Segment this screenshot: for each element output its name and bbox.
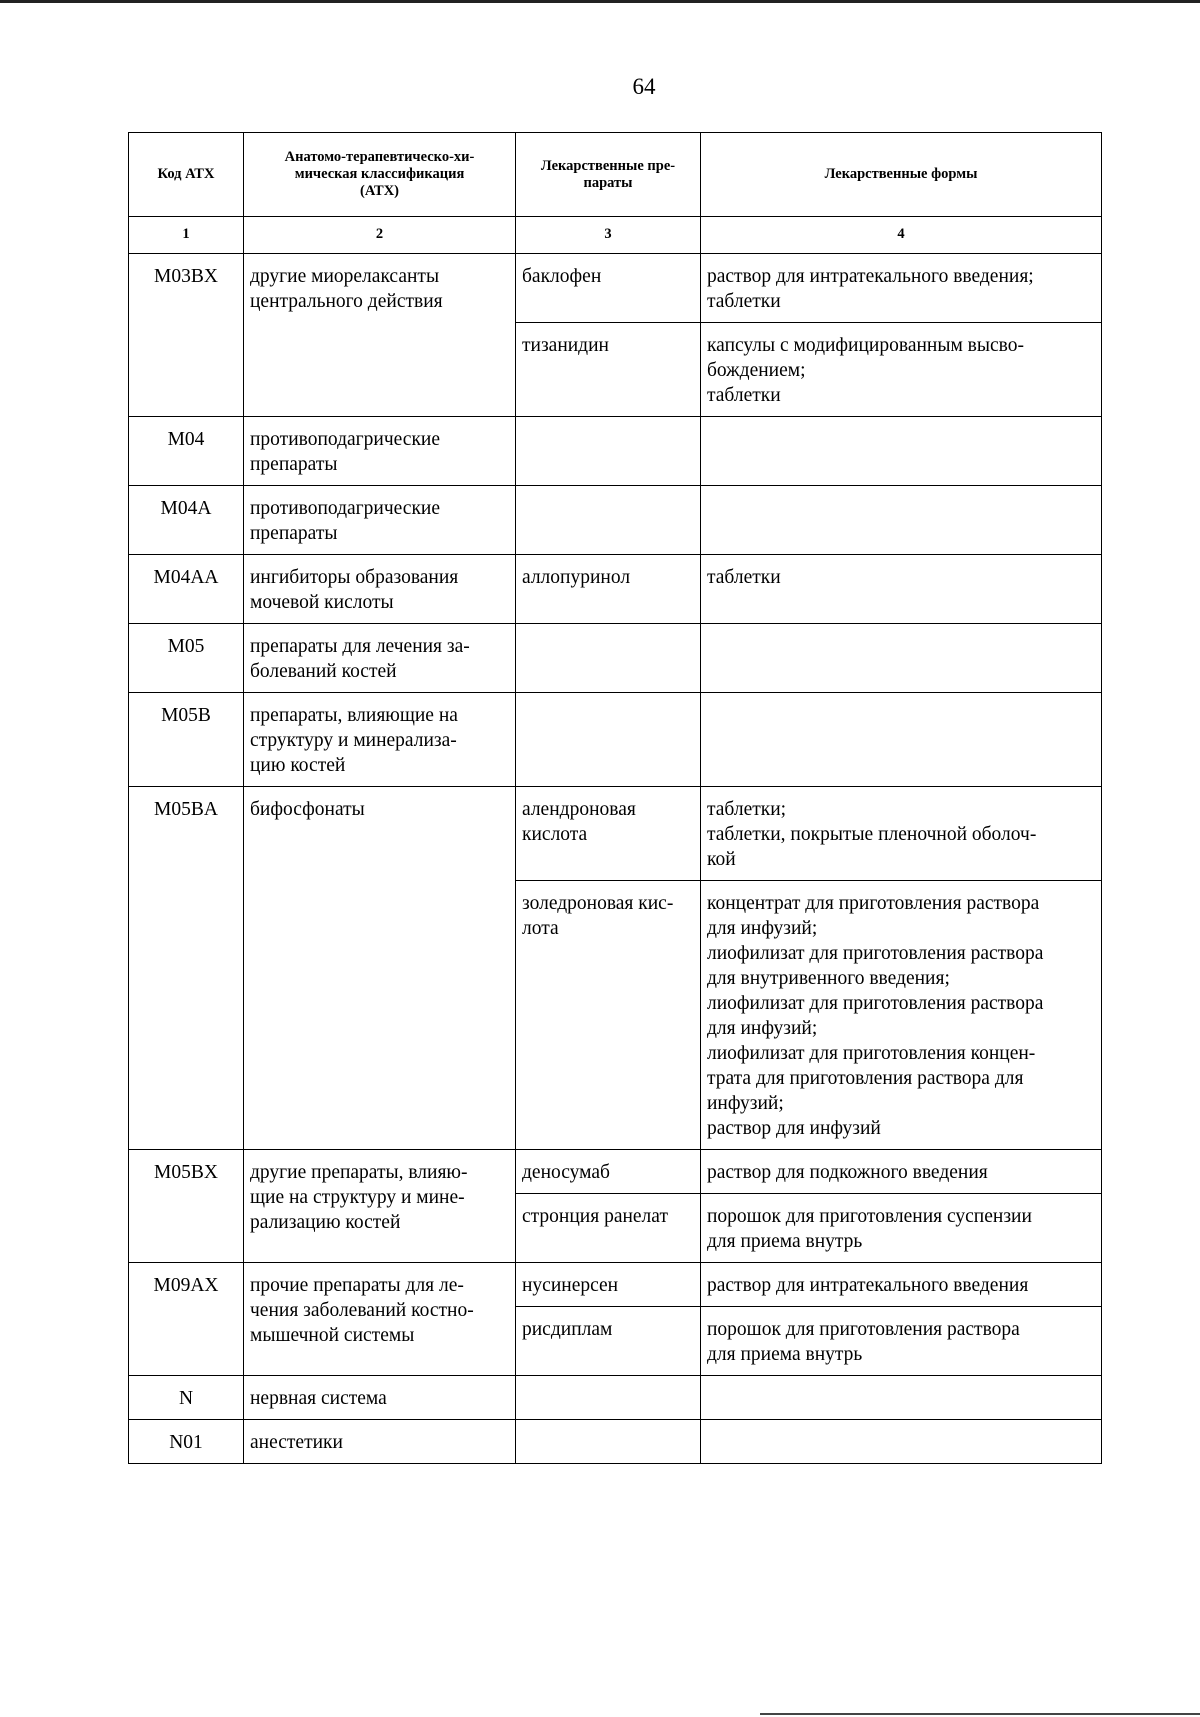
dosage-forms-cell bbox=[701, 624, 1102, 693]
drug-cell: тизанидин bbox=[516, 323, 701, 417]
classification-cell: противоподагрические препараты bbox=[244, 417, 516, 486]
drug-cell bbox=[516, 1420, 701, 1464]
classification-cell: ингибиторы образования мочевой кислоты bbox=[244, 555, 516, 624]
table-row bbox=[129, 787, 1102, 881]
column-number-1: 1 bbox=[129, 217, 244, 254]
header-atx-code: Код АТХ bbox=[129, 133, 244, 217]
table-row bbox=[129, 1420, 1102, 1464]
drug-cell: нусинерсен bbox=[516, 1263, 701, 1307]
dosage-forms-cell bbox=[701, 486, 1102, 555]
atx-code-cell: N bbox=[129, 1376, 244, 1420]
classification-cell: противоподагрические препараты bbox=[244, 486, 516, 555]
dosage-forms-cell bbox=[701, 1420, 1102, 1464]
table-row bbox=[129, 624, 1102, 693]
table-row bbox=[129, 254, 1102, 323]
scan-top-border bbox=[0, 0, 1200, 3]
atx-code-cell: M05 bbox=[129, 624, 244, 693]
page-number: 64 bbox=[632, 74, 656, 99]
drug-cell bbox=[516, 486, 701, 555]
atx-code-cell: M03BX bbox=[129, 254, 244, 417]
classification-cell: другие миорелаксанты центрального действия bbox=[244, 254, 516, 417]
drug-cell: рисдиплам bbox=[516, 1307, 701, 1376]
header-drugs: Лекарственные пре- параты bbox=[516, 133, 701, 217]
column-number-3: 3 bbox=[516, 217, 701, 254]
classification-cell: бифосфонаты bbox=[244, 787, 516, 1150]
dosage-forms-cell: таблетки bbox=[701, 555, 1102, 624]
classification-cell: препараты, влияющие на структуру и минерализа- цию костей bbox=[244, 693, 516, 787]
table-row bbox=[129, 417, 1102, 486]
dosage-forms-cell: порошок для приготовления раствора для приема внутрь bbox=[701, 1307, 1102, 1376]
drug-cell bbox=[516, 693, 701, 787]
dosage-forms-cell: порошок для приготовления суспензии для приема внутрь bbox=[701, 1194, 1102, 1263]
atx-code-cell: N01 bbox=[129, 1420, 244, 1464]
dosage-forms-cell bbox=[701, 1376, 1102, 1420]
table-row bbox=[129, 555, 1102, 624]
scan-bottom-border bbox=[760, 1713, 1200, 1715]
column-number-4: 4 bbox=[701, 217, 1102, 254]
classification-cell: анестетики bbox=[244, 1420, 516, 1464]
atx-code-cell: M05BX bbox=[129, 1150, 244, 1263]
drug-cell: аллопуринол bbox=[516, 555, 701, 624]
dosage-forms-cell bbox=[701, 693, 1102, 787]
atx-table bbox=[128, 132, 1102, 1464]
column-number-row bbox=[129, 217, 1102, 254]
dosage-forms-cell: раствор для интратекального введения; таблетки bbox=[701, 254, 1102, 323]
classification-cell: прочие препараты для ле- чения заболеваний костно- мышечной системы bbox=[244, 1263, 516, 1376]
atx-code-cell: M09AX bbox=[129, 1263, 244, 1376]
atx-code-cell: M05BA bbox=[129, 787, 244, 1150]
table-header-row bbox=[129, 133, 1102, 217]
drug-cell bbox=[516, 1376, 701, 1420]
table-row bbox=[129, 486, 1102, 555]
header-dosage-forms: Лекарственные формы bbox=[701, 133, 1102, 217]
dosage-forms-cell: капсулы с модифицированным высво- бождением; таблетки bbox=[701, 323, 1102, 417]
table-row bbox=[129, 1263, 1102, 1307]
drug-cell: алендроновая кислота bbox=[516, 787, 701, 881]
column-number-2: 2 bbox=[244, 217, 516, 254]
drug-cell bbox=[516, 417, 701, 486]
dosage-forms-cell: концентрат для приготовления раствора для инфузий; лиофилизат для приготовления раствора для внутривенного введения; лиофилизат для приготовления раствора для инфузий; лиофилизат для приготовления концен- трата для приготовления раствора для инфузий; раствор для инфузий bbox=[701, 881, 1102, 1150]
dosage-forms-cell: раствор для подкожного введения bbox=[701, 1150, 1102, 1194]
atx-code-cell: M04AA bbox=[129, 555, 244, 624]
atx-code-cell: M05B bbox=[129, 693, 244, 787]
classification-cell: другие препараты, влияю- щие на структуру и мине- рализацию костей bbox=[244, 1150, 516, 1263]
atx-code-cell: M04 bbox=[129, 417, 244, 486]
table-row bbox=[129, 1150, 1102, 1194]
drug-cell: стронция ранелат bbox=[516, 1194, 701, 1263]
atx-code-cell: M04A bbox=[129, 486, 244, 555]
drug-cell: золедроновая кис- лота bbox=[516, 881, 701, 1150]
drug-cell: деносумаб bbox=[516, 1150, 701, 1194]
dosage-forms-cell bbox=[701, 417, 1102, 486]
dosage-forms-cell: раствор для интратекального введения bbox=[701, 1263, 1102, 1307]
classification-cell: нервная система bbox=[244, 1376, 516, 1420]
drug-cell bbox=[516, 624, 701, 693]
table-row bbox=[129, 1376, 1102, 1420]
classification-cell: препараты для лечения за- болеваний костей bbox=[244, 624, 516, 693]
header-atx-classification: Анатомо-терапевтическо-хи- мическая классификация (АТХ) bbox=[244, 133, 516, 217]
table-row bbox=[129, 693, 1102, 787]
drug-cell: баклофен bbox=[516, 254, 701, 323]
dosage-forms-cell: таблетки; таблетки, покрытые пленочной оболоч- кой bbox=[701, 787, 1102, 881]
